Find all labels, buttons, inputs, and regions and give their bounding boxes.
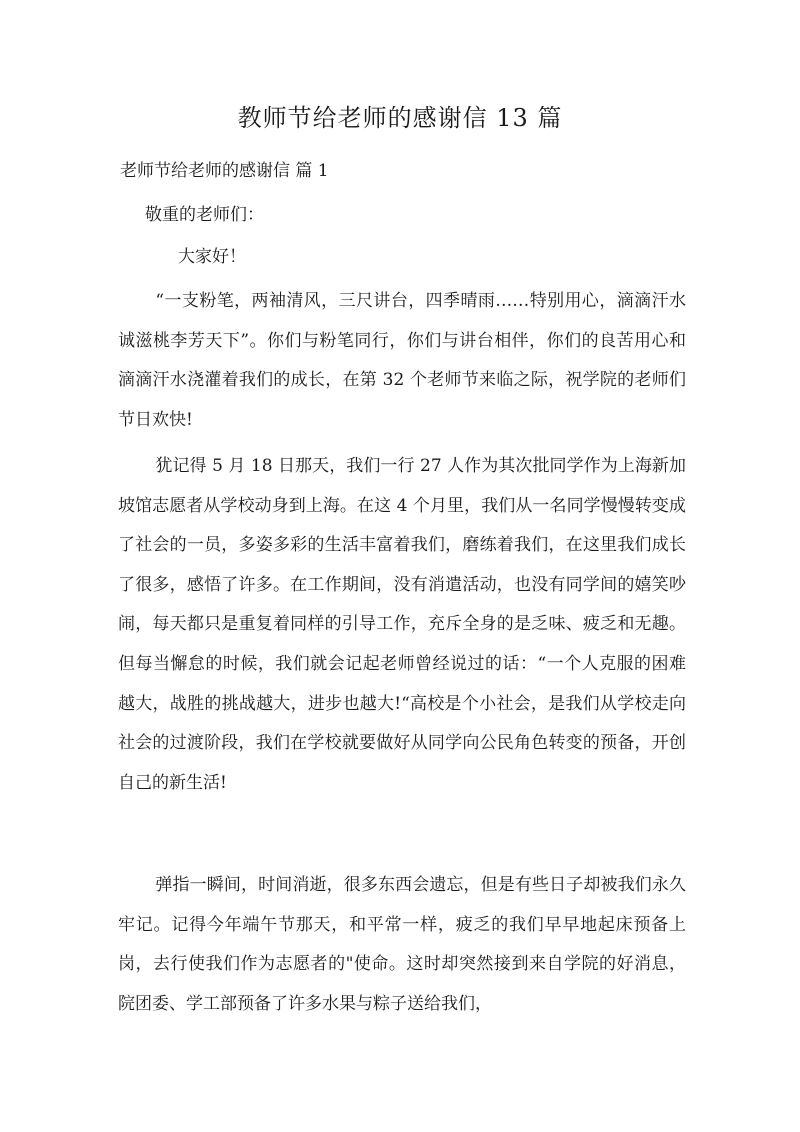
greeting: 大家好！ — [178, 247, 246, 267]
section-heading: 老师节给老师的感谢信 篇 1 — [120, 161, 329, 181]
body-paragraph: 犹记得 5 月 18 日那天，我们一行 27 人作为其次批同学作为上海新加坡馆志愿者从学校动身到上海。在这 4 个月里，我们从一名同学慢慢转变成了社会的一员，多姿多彩的生活丰富着我们，磨练着我们，在这里我们成长了很多，感悟了许多。在工作期间，没有消遣活动，也没有同学间的嬉笑吵闹，每天都只是重复着同样的引导工作，充斥全身的是乏味、疲乏和无趣。但每当懈怠的时候，我们就会记起老师曾经说过的话：“一个人克服的困难越大，战胜的挑战越大，进步也越大!“高校是个小社会，是我们从学校走向社会的过渡阶段，我们在学校就要做好从同学向公民角色转变的预备，开创自己的新生活! — [118, 456, 686, 793]
body-paragraph: “一支粉笔，两袖清风，三尺讲台，四季晴雨……特别用心，滴滴汗水诚滋桃李芳天下”。你们与粉笔同行，你们与讲台相伴，你们的良苦用心和滴滴汗水浇灌着我们的成长，在第 32 个老师节来临之际，祝学院的老师们节日欢快! — [118, 291, 686, 430]
document-title: 教师节给老师的感谢信 13 篇 — [237, 104, 563, 132]
body-paragraph: 弹指一瞬间，时间消逝，很多东西会遗忘，但是有些日子却被我们永久牢记。记得今年端午节那天，和平常一样，疲乏的我们早早地起床预备上岗，去行使我们作为志愿者的"使命。这时却突然接到来自学院的好消息，院团委、学工部预备了许多水果与粽子送给我们， — [118, 875, 686, 1014]
salutation: 敬重的老师们： — [145, 205, 264, 225]
